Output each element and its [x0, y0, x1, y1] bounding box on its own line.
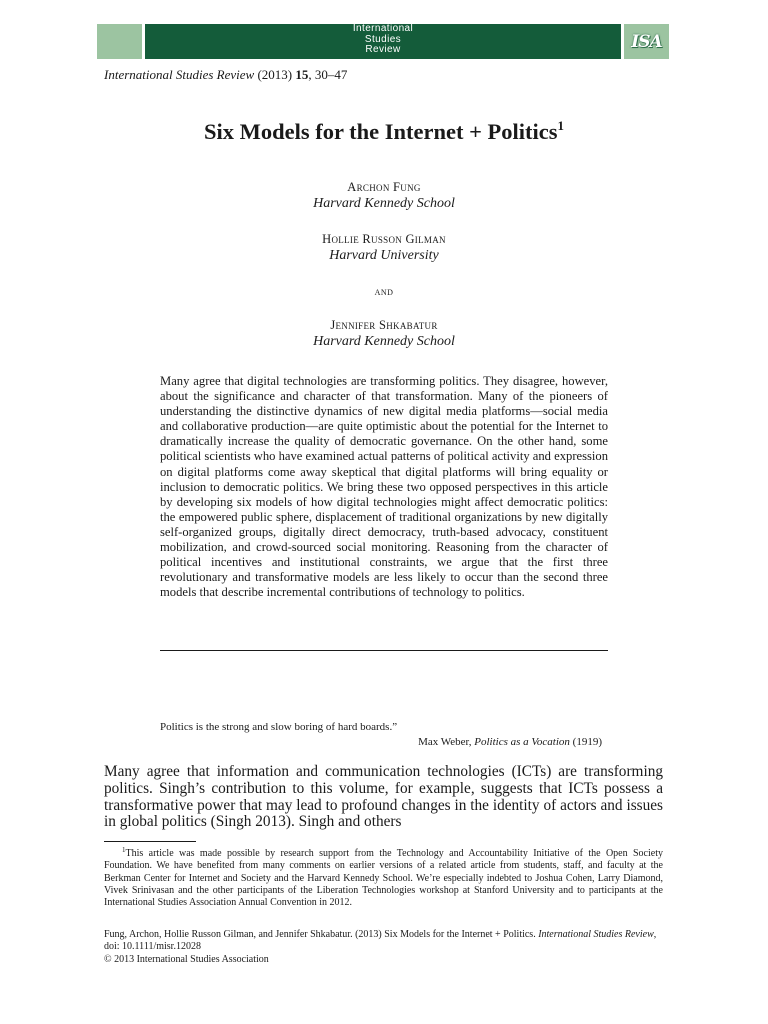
author-affiliation-3: Harvard Kennedy School — [313, 334, 455, 349]
footnote-divider — [104, 841, 196, 842]
journal-header-line-3: Review — [365, 44, 401, 55]
title-footnote-mark: 1 — [557, 118, 565, 133]
footnote — [104, 848, 663, 909]
journal-header-line-2: Studies — [364, 33, 402, 45]
citation-pages: , 30–47 — [308, 67, 348, 82]
article-credit — [104, 929, 663, 966]
footnote-mark: 1 — [122, 846, 126, 854]
journal-header-line-1: International — [352, 23, 414, 34]
header-left-block — [97, 24, 142, 59]
credit-doi: , doi: 10.1111/misr.12028 — [104, 929, 657, 953]
body-paragraph: Many agree that information and communication technologies (ICTs) are transforming politics. Singh’s contribution to this volume, for example, suggests that ICTs possess a transformative power that may lead to profound changes in the identity of actors and issues in global politics (Singh 2013). Singh and others — [104, 763, 663, 831]
isa-logo-text: ISA — [631, 31, 662, 52]
journal-citation — [104, 67, 347, 83]
credit-reference-text: Fung, Archon, Hollie Russon Gilman, and Jennifer Shkabatur. (2013) Six Models for the Internet + Politics. — [104, 929, 536, 940]
epigraph-author: Max Weber, — [418, 736, 472, 748]
article-title — [0, 118, 768, 146]
credit-reference — [104, 929, 663, 954]
epigraph-year: (1919) — [572, 736, 602, 748]
credit-journal: International Studies Review — [538, 929, 654, 940]
abstract: Many agree that digital technologies are transforming politics. They disagree, however, about the significance and character of that transformation. Many of the pioneers of understanding the distinctive dynamics of new digital media platforms—social media and collaborative production—are quite optimistic about the potential for the Internet to dramatically increase the quality of democratic governance. On the other hand, some political scientists who have examined actual patterns of political activity and expression on digital platforms come away skeptical that digital platforms will bring equality or inclusion to democratic politics. We bring these two opposed perspectives in this article by developing six models of how digital technologies might affect democratic politics: the empowered public sphere, displacement of traditional organizations by new digitally self-organized groups, digitally direct democracy, truth-based advocacy, constituent mobilization, and crowd-sourced social monitoring. Reasoning from the character of political incentives and institutional constraints, we argue that the first three revolutionary and transformative models are less likely to occur than the second three models that describe incremental contributions of technology to politics. — [160, 374, 608, 600]
journal-header-title — [145, 24, 621, 56]
author-conjunction: and — [374, 286, 394, 298]
epigraph-source — [160, 735, 602, 749]
abstract-divider — [160, 650, 608, 651]
copyright-line: © 2013 International Studies Association — [104, 953, 269, 965]
epigraph-quote: Politics is the strong and slow boring of hard boards.” — [160, 721, 398, 733]
author-name-3: Jennifer Shkabatur — [330, 318, 438, 332]
author-affiliation-1: Harvard Kennedy School — [313, 196, 455, 211]
author-affiliation-2: Harvard University — [329, 248, 439, 263]
citation-journal: International Studies Review — [104, 67, 255, 82]
epigraph-work: Politics as a Vocation — [474, 736, 570, 748]
citation-volume: 15 — [295, 67, 309, 82]
article-title-text: Six Models for the Internet + Politics — [203, 119, 558, 144]
isa-logo — [624, 24, 669, 59]
author-name-1: Archon Fung — [347, 180, 421, 194]
footnote-text: This article was made possible by research support from the Technology and Accountability Initiative of the Open Society Foundation. We have benefited from many comments on earlier versions of a related article from students, staff, and faculty at the Berkman Center for Internet and Society and the Harvard Kennedy School. We’re especially indebted to Joshua Cohen, Larry Diamond, Vivek Srinivasan and the other participants of the Liberation Technologies workshop at Stanford University and to participants at the International Studies Association Annual Convention in 2012. — [104, 848, 663, 909]
author-name-2: Hollie Russon Gilman — [322, 232, 446, 246]
citation-year: (2013) — [257, 67, 293, 82]
